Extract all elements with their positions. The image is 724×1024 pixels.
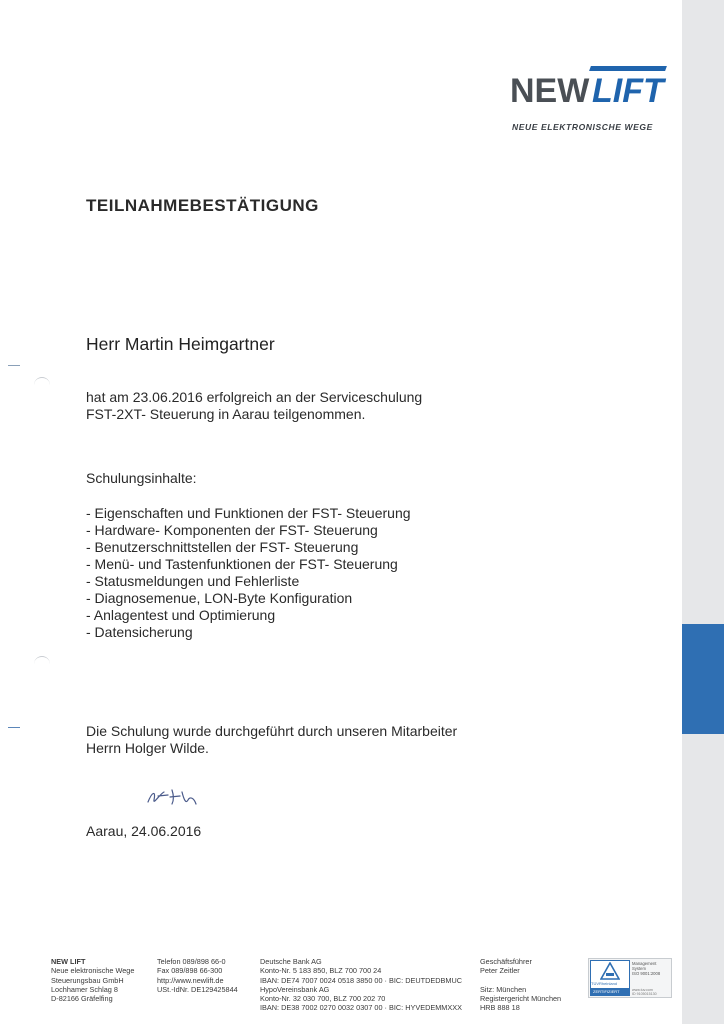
footer-line xyxy=(480,976,561,985)
footer-line: Geschäftsführer xyxy=(480,957,532,966)
footer-line: Registergericht München xyxy=(480,994,562,1004)
footer-line: Fax 089/898 66-300 xyxy=(157,966,223,976)
footer-line: HypoVereinsbank AG xyxy=(260,984,330,994)
certificate-small xyxy=(632,988,657,996)
footer-line: D-82166 Gräfelfing xyxy=(51,994,113,1004)
list-item: - Benutzerschnittstellen der FST- Steuerung xyxy=(86,539,359,555)
side-stripe-accent xyxy=(682,624,724,734)
intro-line: FST-2XT- Steuerung in Aarau teilgenommen. xyxy=(86,406,366,422)
punch-mark xyxy=(8,727,20,728)
footer-line: HRB 888 18 xyxy=(480,1003,520,1013)
footer-line: Deutsche Bank AG xyxy=(260,957,322,966)
contents-heading: Schulungsinhalte: xyxy=(86,470,197,486)
certificate-line: www.tuv.com xyxy=(632,988,653,992)
footer-bank xyxy=(260,957,462,1013)
footer-line: Sitz: München xyxy=(480,984,527,994)
signature xyxy=(144,780,214,810)
list-item: - Eigenschaften und Funktionen der FST- Steuerung xyxy=(86,505,411,521)
list-item: - Menü- und Tastenfunktionen der FST- Steuerung xyxy=(86,556,398,572)
footer-line: Konto-Nr. 5 183 850, BLZ 700 700 24 xyxy=(260,966,382,976)
recipient-name: Herr Martin Heimgartner xyxy=(86,334,275,354)
footer-website-link[interactable]: http://www.newlift.de xyxy=(157,975,224,985)
conducted-line: Herrn Holger Wilde. xyxy=(86,740,209,756)
footer-line: IBAN: DE74 7007 0024 0518 3850 00 · BIC: DEUTDEDBMUC xyxy=(260,975,462,985)
footer-contact xyxy=(157,957,238,994)
tuv-triangle-icon xyxy=(600,962,620,980)
list-item: - Hardware- Komponenten der FST- Steuerung xyxy=(86,522,378,538)
certificate-line: Management xyxy=(632,961,657,966)
tuv-badge-bar-text: ZERTIFIZIERT xyxy=(593,989,620,994)
conducted-line: Die Schulung wurde durchgeführt durch unseren Mitarbeiter xyxy=(86,723,458,739)
hole-mark xyxy=(34,656,50,667)
list-item: - Statusmeldungen und Fehlerliste xyxy=(86,573,300,589)
logo-brand-lift: LIFT xyxy=(592,72,664,110)
logo-tagline: NEUE ELEKTRONISCHE WEGE xyxy=(512,122,653,132)
footer-company xyxy=(51,957,134,1003)
certificate-line: System xyxy=(632,966,646,971)
hole-mark xyxy=(34,377,50,388)
fold-mark xyxy=(8,365,20,366)
footer-company-name: NEW LIFT xyxy=(51,957,86,966)
footer-line: Neue elektronische Wege xyxy=(51,966,135,976)
certificate-line: ISO 9001:2008 xyxy=(632,971,661,976)
list-item: - Anlagentest und Optimierung xyxy=(86,607,276,623)
footer-line: Steuerungsbau GmbH xyxy=(51,975,124,985)
footer-line: Konto-Nr. 32 030 700, BLZ 700 202 70 xyxy=(260,994,386,1004)
intro-line: hat am 23.06.2016 erfolgreich an der Serviceschulung xyxy=(86,389,423,405)
footer-line: Peter Zeitler xyxy=(480,966,520,976)
logo-accent-bar xyxy=(589,66,667,71)
document-title: TEILNAHMEBESTÄTIGUNG xyxy=(86,196,319,215)
certificate-label xyxy=(632,961,660,976)
conducted-paragraph xyxy=(86,723,457,757)
place-and-date: Aarau, 24.06.2016 xyxy=(86,823,202,839)
logo-brand-new: NEW xyxy=(510,72,590,110)
footer-line: USt.-IdNr. DE129425844 xyxy=(157,984,238,994)
contents-list xyxy=(86,505,411,641)
footer-line: Telefon 089/898 66-0 xyxy=(157,957,226,966)
footer-line: Lochhamer Schlag 8 xyxy=(51,984,118,994)
footer-management xyxy=(480,957,561,1013)
side-stripe xyxy=(682,0,724,1024)
intro-paragraph xyxy=(86,389,422,423)
list-item: - Datensicherung xyxy=(86,624,193,640)
tuv-badge-text: TÜVRheinland xyxy=(591,981,618,986)
footer-line: IBAN: DE38 7002 0270 0032 0307 00 · BIC: HYVEDEMMXXX xyxy=(260,1003,462,1013)
certificate-line: ID 9105015130 xyxy=(632,992,657,997)
list-item: - Diagnosemenue, LON-Byte Konfiguration xyxy=(86,590,353,606)
